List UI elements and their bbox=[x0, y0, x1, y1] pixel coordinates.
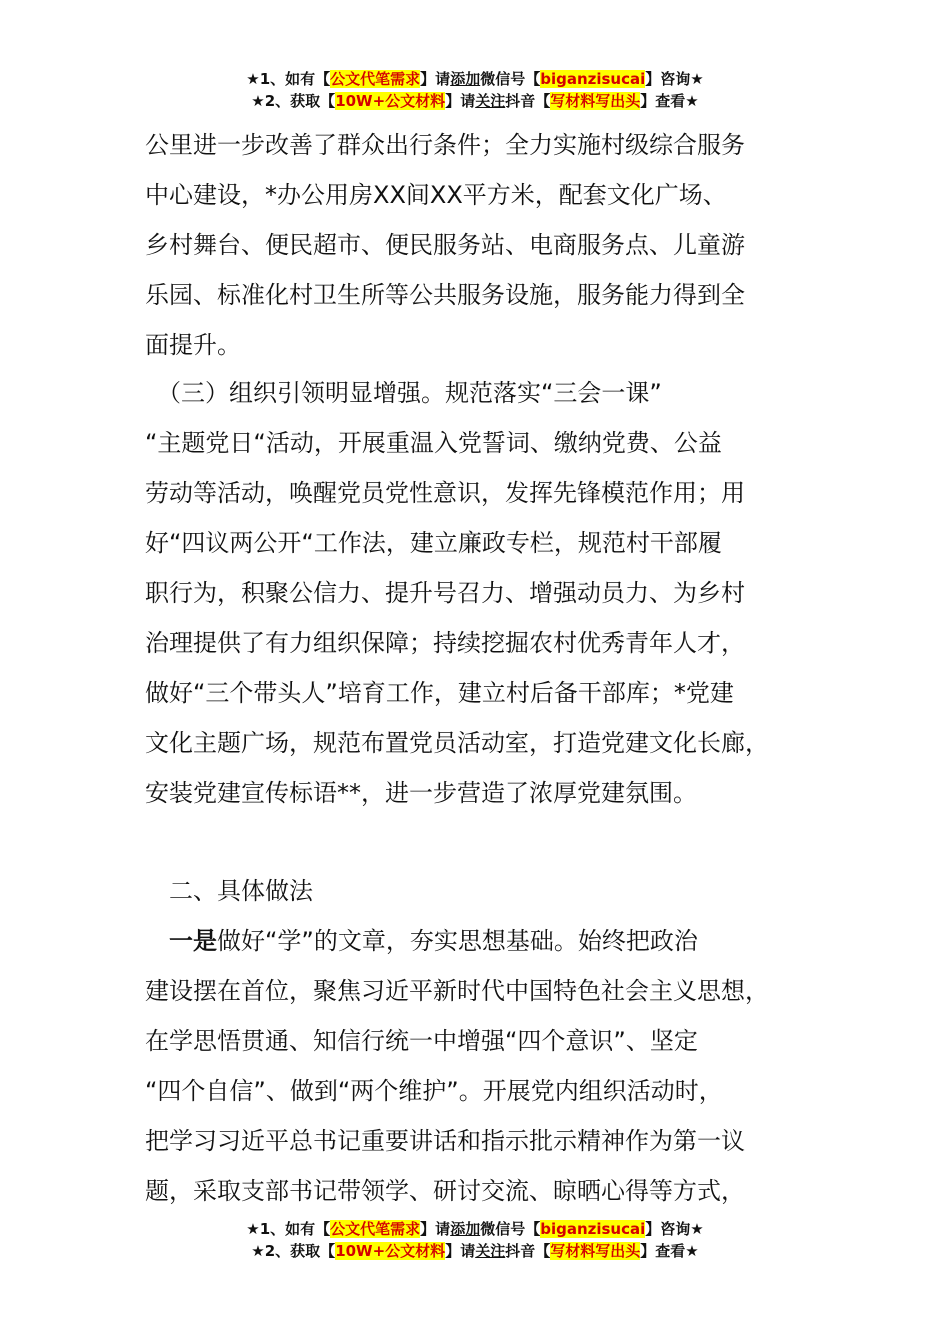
text-line: 安装党建宣传标语**，进一步营造了浓厚党建氛围。 bbox=[145, 779, 697, 807]
banner-wechat-id: biganzisucai bbox=[540, 70, 646, 88]
text-line: 做好“三个带头人”培育工作，建立村后备干部库；*党建 bbox=[145, 679, 734, 707]
text-line: 职行为，积聚公信力、提升号召力、增强动员力、为乡村 bbox=[145, 579, 745, 607]
text-line: “主题党日“活动，开展重温入党誓词、缴纳党费、公益 bbox=[145, 429, 722, 457]
text-line: 乡村舞台、便民超市、便民服务站、电商服务点、儿童游 bbox=[145, 231, 745, 259]
bottom-banner bbox=[0, 1218, 950, 1262]
banner-highlight: 公文代笔需求 bbox=[330, 70, 421, 88]
banner-highlight: 10W+公文材料 bbox=[335, 1242, 446, 1260]
text-line: 劳动等活动，唤醒党员党性意识，发挥先锋模范作用；用 bbox=[145, 479, 745, 507]
text-line: “四个自信”、做到“两个维护”。开展党内组织活动时， bbox=[145, 1077, 723, 1105]
paragraph-organization bbox=[145, 368, 810, 818]
paragraph-service-facilities bbox=[145, 120, 810, 370]
section-heading: 二、具体做法 bbox=[145, 877, 313, 905]
text-line: （三）组织引领明显增强。规范落实“三会一课” bbox=[145, 379, 662, 407]
text-line: 文化主题广场，规范布置党员活动室，打造党建文化长廊， bbox=[145, 729, 769, 757]
banner-line-2: ★2、获取【10W+公文材料】请关注抖音【写材料写出头】查看★ bbox=[251, 92, 699, 110]
banner-douyin-id: 写材料写出头 bbox=[550, 92, 641, 110]
text-line: 好“四议两公开“工作法，建立廉政专栏，规范村干部履 bbox=[145, 529, 722, 557]
banner-line-1: ★1、如有【公文代笔需求】请添加微信号【biganzisucai】咨询★ bbox=[246, 70, 704, 88]
banner-line-1: ★1、如有【公文代笔需求】请添加微信号【biganzisucai】咨询★ bbox=[246, 1220, 704, 1238]
text-line: 在学思悟贯通、知信行统一中增强“四个意识”、坚定 bbox=[145, 1027, 698, 1055]
top-banner bbox=[0, 68, 950, 112]
text-line: 一是做好“学”的文章，夯实思想基础。始终把政治 bbox=[145, 927, 698, 955]
banner-highlight: 10W+公文材料 bbox=[335, 92, 446, 110]
text-line: 把学习习近平总书记重要讲话和指示批示精神作为第一议 bbox=[145, 1127, 745, 1155]
banner-douyin-id: 写材料写出头 bbox=[550, 1242, 641, 1260]
text-line: 公里进一步改善了群众出行条件；全力实施村级综合服务 bbox=[145, 131, 745, 159]
banner-highlight: 公文代笔需求 bbox=[330, 1220, 421, 1238]
section-specific-practices bbox=[145, 866, 810, 1216]
text-line: 治理提供了有力组织保障；持续挖掘农村优秀青年人才， bbox=[145, 629, 745, 657]
banner-line-2: ★2、获取【10W+公文材料】请关注抖音【写材料写出头】查看★ bbox=[251, 1242, 699, 1260]
banner-wechat-id: biganzisucai bbox=[540, 1220, 646, 1238]
text-line: 乐园、标准化村卫生所等公共服务设施，服务能力得到全 bbox=[145, 281, 745, 309]
text-line: 面提升。 bbox=[145, 331, 241, 359]
lead-bold: 一是 bbox=[145, 927, 217, 955]
text-line: 建设摆在首位，聚焦习近平新时代中国特色社会主义思想， bbox=[145, 977, 769, 1005]
text-line: 中心建设，*办公用房XX间XX平方米，配套文化广场、 bbox=[145, 181, 727, 209]
text-line: 题，采取支部书记带领学、研讨交流、晾晒心得等方式， bbox=[145, 1177, 745, 1205]
